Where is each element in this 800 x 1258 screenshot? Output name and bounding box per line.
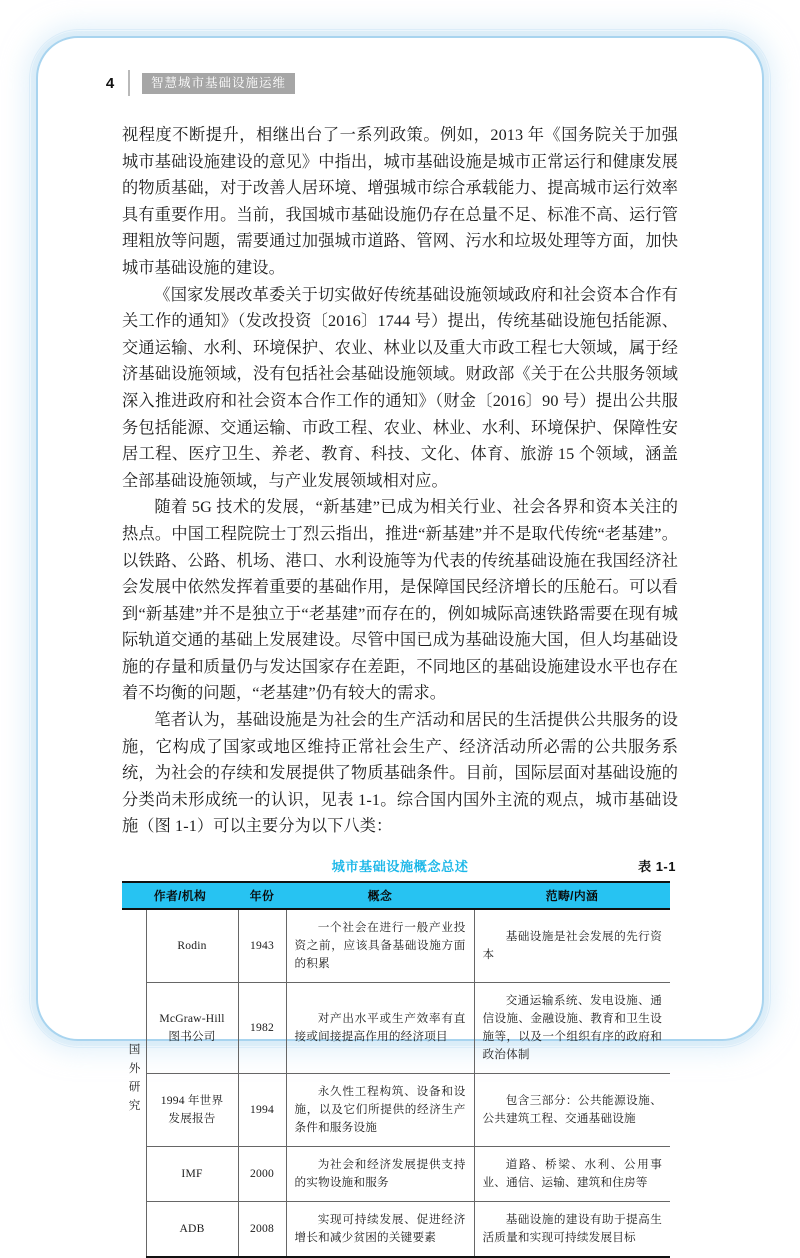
cell-author <box>146 1074 238 1147</box>
paragraph-4: 笔者认为，基础设施是为社会的生产活动和居民的生活提供公共服务的设施，它构成了国家或地区维持正常社会生产、经济活动所必需的公共服务系统，为社会的存续和发展提供了物质基础条件。目前，国际层面对基础设施的分类尚未形成统一的认识，见表 1-1。综合国内国外主流的观点，城市基础设施（图 1-1）可以主要分为以下八类： <box>122 711 678 836</box>
running-head-divider <box>128 70 130 96</box>
cell-concept: 对产出水平或生产效率有直接或间接提高作用的经济项目 <box>286 983 474 1074</box>
cell-concept: 为社会和经济发展提供支持的实物设施和服务 <box>286 1147 474 1202</box>
cell-scope: 道路、桥梁、水利、公用事业、通信、运输、建筑和住房等 <box>474 1147 670 1202</box>
paragraph-3: 随着 5G 技术的发展，“新基建”已成为相关行业、社会各界和资本关注的热点。中国工程院院士丁烈云指出，推进“新基建”并不是取代传统“老基建”。以铁路、公路、机场、港口、水利设施等为代表的传统基础设施在我国经济社会发展中依然发挥着重要的基础作用，是保障国民经济增长的压舱石。可以看到“新基建”并不是独立于“老基建”而存在的，例如城际高速铁路需要在现有城际轨道交通的基础上发展建设。尽管中国已成为基础设施大国，但人均基础设施的存量和质量仍与发达国家存在差距，不同地区的基础设施建设水平也存在着不均衡的问题，“老基建”仍有较大的需求。 <box>122 498 678 703</box>
cell-author-line-2: 发展报告 <box>168 1112 216 1126</box>
table-row <box>122 983 670 1074</box>
table-caption-title: 城市基础设施概念总述 <box>331 859 469 875</box>
cell-author: IMF <box>146 1147 238 1202</box>
column-header-scope: 范畴/内涵 <box>474 882 670 909</box>
cell-author: Rodin <box>146 909 238 983</box>
table-caption-number: 表 1-1 <box>638 859 676 875</box>
cell-scope: 基础设施的建设有助于提高生活质量和实现可持续发展目标 <box>474 1202 670 1258</box>
book-title: 智慧城市基础设施运维 <box>142 73 295 94</box>
cell-author-line-1: McGraw-Hill <box>159 1012 225 1026</box>
cell-scope: 基础设施是社会发展的先行资本 <box>474 909 670 983</box>
cell-author: ADB <box>146 1202 238 1258</box>
page-content <box>105 70 678 1258</box>
cell-concept: 实现可持续发展、促进经济增长和减少贫困的关键要素 <box>286 1202 474 1258</box>
cell-year: 2000 <box>238 1147 286 1202</box>
table-row <box>122 1202 670 1258</box>
cell-concept: 永久性工程构筑、设备和设施，以及它们所提供的经济生产条件和服务设施 <box>286 1074 474 1147</box>
table-body <box>122 909 670 1257</box>
running-head <box>100 70 678 96</box>
table-row <box>122 1147 670 1202</box>
cell-scope: 交通运输系统、发电设施、通信设施、金融设施、教育和卫生设施等，以及一个组织有序的政府和政治体制 <box>474 983 670 1074</box>
table-caption <box>122 856 678 876</box>
row-group-label <box>122 909 146 1257</box>
cell-year: 1982 <box>238 983 286 1074</box>
paragraph-2: 《国家发展改革委关于切实做好传统基础设施领域政府和社会资本合作有关工作的通知》（发改投资〔2016〕1744 号）提出，传统基础设施包括能源、交通运输、水利、环境保护、农业、林业以及重大市政工程七大领域，属于经济基础设施领域，没有包括社会基础设施领域。财政部《关于在公共服务领域深入推进政府和社会资本合作工作的通知》（财金〔2016〕90 号）提出公共服务包括能源、交通运输、市政工程、农业、林业、水利、环境保护、保障性安居工程、医疗卫生、养老、教育、科技、文化、体育、旅游 15 个领域，涵盖全部基础设施领域，与产业发展领域相对应。 <box>122 285 678 490</box>
table-row <box>122 909 670 983</box>
table-row <box>122 1074 670 1147</box>
cell-author <box>146 983 238 1074</box>
column-header-concept: 概念 <box>286 882 474 909</box>
cell-author-line-2: 图书公司 <box>168 1030 216 1044</box>
cell-year: 1994 <box>238 1074 286 1147</box>
cell-year: 2008 <box>238 1202 286 1258</box>
table-header <box>122 882 670 909</box>
row-group-label-text: 国外研究 <box>127 1043 141 1118</box>
cell-author-line-1: 1994 年世界 <box>160 1094 224 1108</box>
cell-year: 1943 <box>238 909 286 983</box>
cell-scope: 包含三部分：公共能源设施、公共建筑工程、交通基础设施 <box>474 1074 670 1147</box>
paragraph-1: 视程度不断提升，相继出台了一系列政策。例如，2013 年《国务院关于加强城市基础设施建设的意见》中指出，城市基础设施是城市正常运行和健康发展的物质基础，对于改善人居环境、增强城市综合承载能力、提高城市运行效率具有重要作用。当前，我国城市基础设施仍存在总量不足、标准不高、运行管理粗放等问题，需要通过加强城市道路、管网、污水和垃圾处理等方面，加快城市基础设施的建设。 <box>122 126 678 277</box>
column-header-year: 年份 <box>238 882 286 909</box>
page-number: 4 <box>105 74 115 92</box>
table-header-row <box>122 882 670 909</box>
concept-table <box>122 881 670 1258</box>
cell-concept: 一个社会在进行一般产业投资之前，应该具备基础设施方面的积累 <box>286 909 474 983</box>
column-header-author: 作者/机构 <box>122 882 238 909</box>
